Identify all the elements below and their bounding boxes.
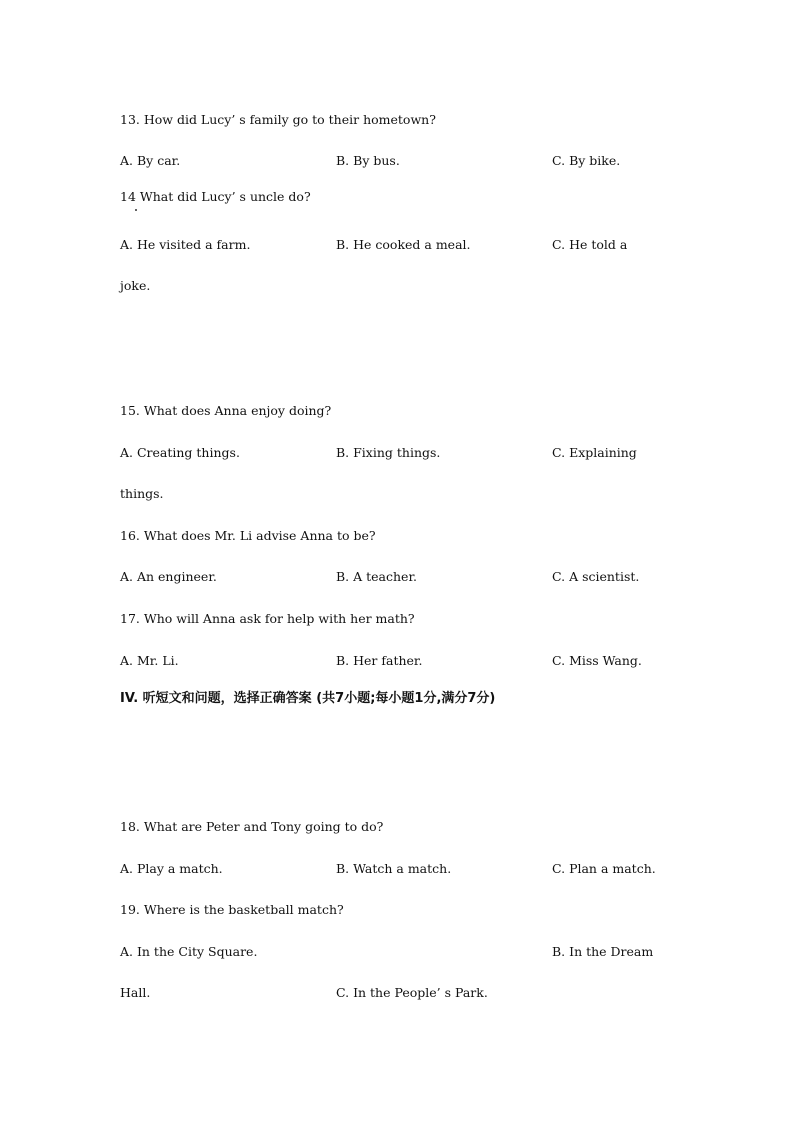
q14-option-c: C. He told a: [552, 237, 628, 252]
q14-option-a: A. He visited a farm.: [120, 237, 251, 252]
q16-option-c: C. A scientist.: [552, 569, 640, 584]
q19-option-c: C. In the People’ s Park.: [336, 985, 488, 1000]
q17-option-c: C. Miss Wang.: [552, 653, 642, 668]
question-13: 13. How did Lucy’ s family go to their hometown?: [120, 112, 436, 127]
q17-option-b: B. Her father.: [336, 653, 423, 668]
q15-option-c: C. Explaining: [552, 445, 637, 460]
q19-option-b: B. In the Dream: [552, 944, 654, 959]
q19-option-b-continued: Hall.: [120, 985, 151, 1000]
q13-option-c: C. By bike.: [552, 153, 621, 168]
section-heading: IV. 听短文和问题，选择正确答案 (共7小题;每小题1分,满分7分): [120, 691, 496, 706]
q13-option-b: B. By bus.: [336, 153, 400, 168]
question-15: 15. What does Anna enjoy doing?: [120, 403, 332, 418]
q14-option-c-continued: joke.: [120, 278, 151, 293]
q16-option-a: A. An engineer.: [120, 569, 217, 584]
question-14: 14 What did Lucy’ s uncle do?: [120, 189, 311, 204]
question-16: 16. What does Mr. Li advise Anna to be?: [120, 528, 376, 543]
q14-option-b: B. He cooked a meal.: [336, 237, 471, 252]
q15-option-a: A. Creating things.: [120, 445, 240, 460]
q15-option-c-continued: things.: [120, 486, 164, 501]
stray-dot-mark: [135, 209, 137, 211]
q13-option-a: A. By car.: [120, 153, 181, 168]
q17-option-a: A. Mr. Li.: [120, 653, 179, 668]
q18-option-a: A. Play a match.: [120, 861, 223, 876]
q15-option-b: B. Fixing things.: [336, 445, 441, 460]
q19-option-a: A. In the City Square.: [120, 944, 258, 959]
question-17: 17. Who will Anna ask for help with her math?: [120, 611, 415, 626]
q16-option-b: B. A teacher.: [336, 569, 418, 584]
question-19: 19. Where is the basketball match?: [120, 902, 344, 917]
q18-option-b: B. Watch a match.: [336, 861, 452, 876]
q18-option-c: C. Plan a match.: [552, 861, 656, 876]
question-18: 18. What are Peter and Tony going to do?: [120, 819, 384, 834]
